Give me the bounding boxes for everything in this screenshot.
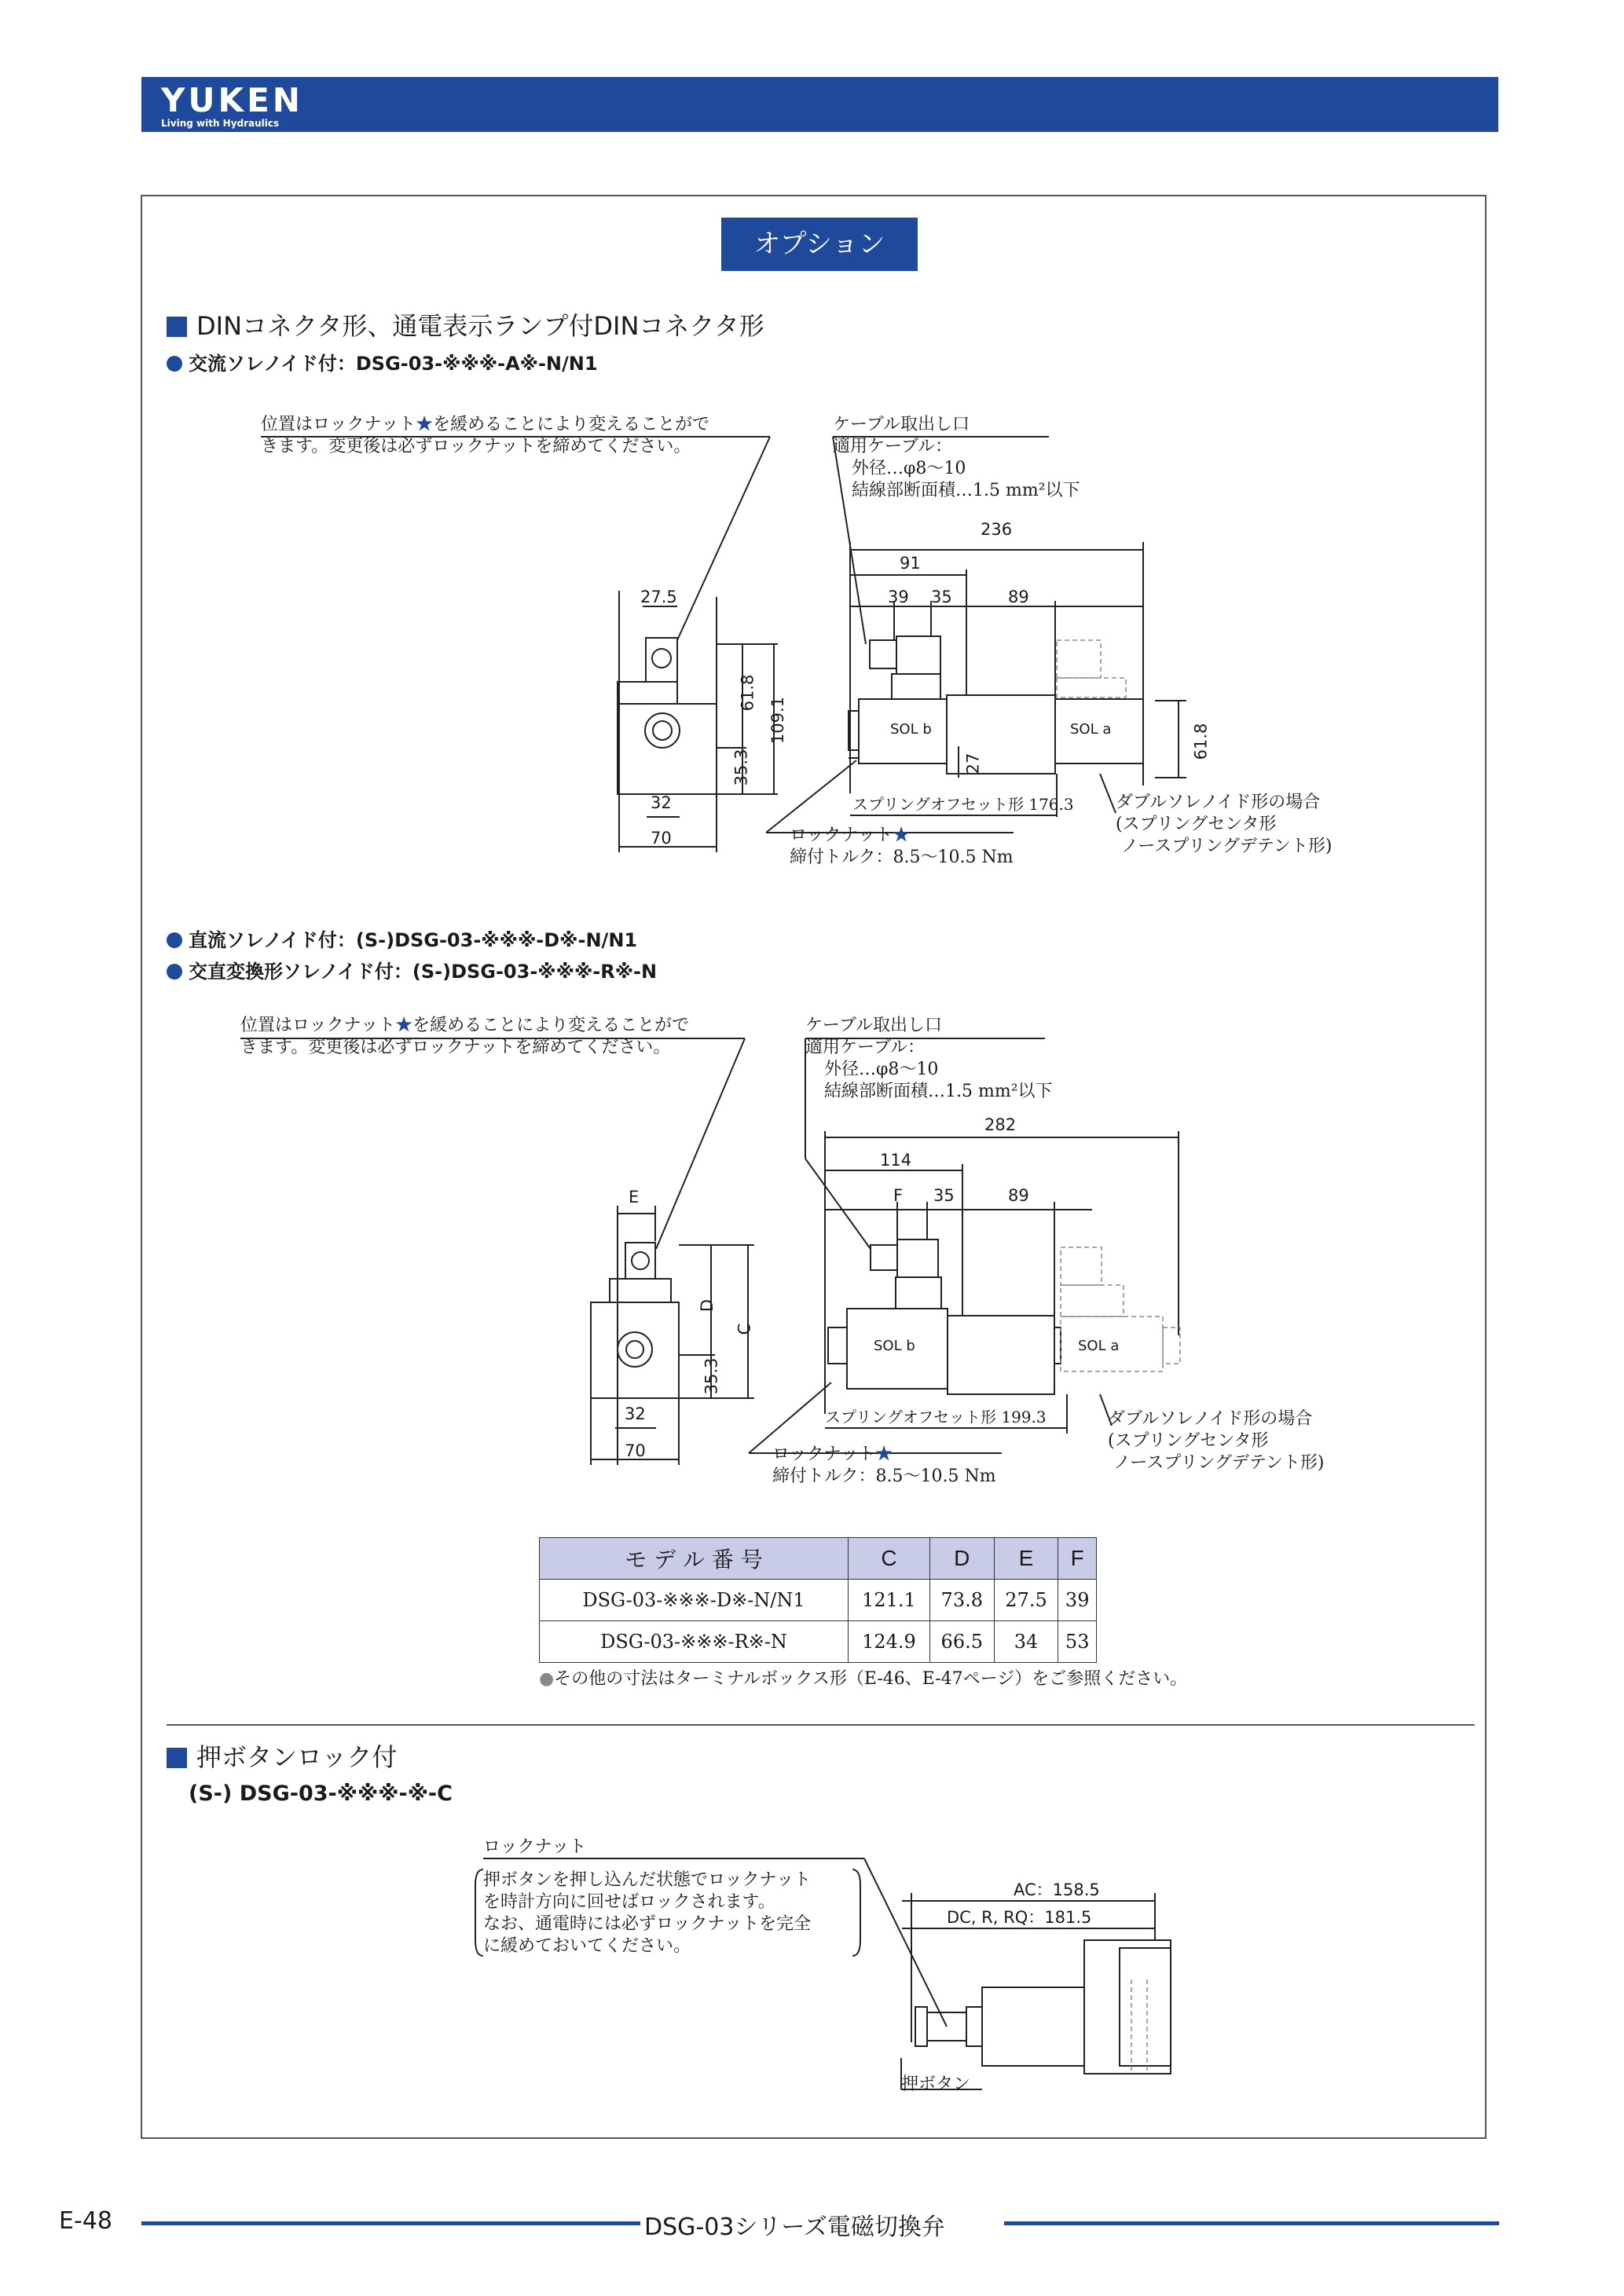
table-cell: 66.5 <box>929 1621 994 1663</box>
dim-89: 89 <box>1008 588 1029 606</box>
din-heading: DINコネクタ形、通電表示ランプ付DINコネクタ形 <box>167 306 764 342</box>
table-cell: 34 <box>994 1621 1058 1663</box>
table-cell: 27.5 <box>994 1580 1058 1621</box>
spring-offset-dim-2: スプリングオフセット形 199.3 <box>825 1408 1047 1426</box>
dc-model-label: 直流ソレノイド付：(S-)DSG-03-※※※-D※-N/N1 <box>167 925 637 952</box>
table-cell: 39 <box>1058 1580 1097 1621</box>
double-solenoid-note: ダブルソレノイド形の場合 (スプリングセンタ形 ノースプリングデテント形) <box>1116 793 1333 856</box>
footer-title: DSG-03シリーズ電磁切換弁 <box>644 2214 945 2241</box>
cable-note-2: ケーブル取出し口 適用ケーブル： 外径…φ8〜10 結線部断面積…1.5 mm²以下 <box>805 1016 1053 1101</box>
table-cell: 124.9 <box>849 1621 930 1663</box>
star-icon: ★ <box>875 1445 893 1464</box>
star-icon: ★ <box>416 415 434 434</box>
dc-dim: DC, R, RQ：181.5 <box>947 1908 1092 1927</box>
dim-236: 236 <box>981 520 1013 539</box>
footer-line-left <box>141 2221 640 2225</box>
table-cell: 53 <box>1058 1621 1097 1663</box>
dim-27: 27 <box>963 753 983 774</box>
position-note-2: 位置はロックナット★を緩めることにより変えることがで きます。変更後は必ずロックナットを締めてください。 <box>240 1016 690 1057</box>
table-header: D <box>929 1538 994 1580</box>
locknut-note: ロックナット★ 締付トルク：8.5〜10.5 Nm <box>790 826 1014 867</box>
table-header: F <box>1058 1538 1097 1580</box>
push-heading: 押ボタンロック付 <box>167 1738 397 1774</box>
dim-35-b: 35 <box>933 1186 955 1205</box>
sol-a-label: SOL a <box>1070 721 1112 738</box>
push-note: 押ボタンを押し込んだ状態でロックナット を時計方向に回せばロックされます。 なお、通電時には必ずロックナットを完全 に緩めておいてください。 <box>483 1870 812 1956</box>
dim-109-1: 109.1 <box>768 696 788 745</box>
dim-70-b: 70 <box>625 1441 646 1460</box>
dim-35-3-b: 35.3 <box>702 1357 721 1395</box>
sol-a-label-2: SOL a <box>1078 1338 1120 1354</box>
star-icon: ★ <box>395 1016 413 1035</box>
table-cell: 73.8 <box>929 1580 994 1621</box>
table-cell: 121.1 <box>849 1580 930 1621</box>
cable-note: ケーブル取出し口 適用ケーブル： 外径…φ8〜10 結線部断面積…1.5 mm²以下 <box>833 415 1080 500</box>
sol-b-label: SOL b <box>890 721 932 738</box>
push-model: (S-) DSG-03-※※※-※-C <box>189 1782 453 1806</box>
page-number: E-48 <box>59 2207 112 2235</box>
dim-91: 91 <box>900 554 921 573</box>
dim-d: D <box>698 1298 717 1313</box>
position-note: 位置はロックナット★を緩めることにより変えることがで きます。変更後は必ずロックナットを締めてください。 <box>261 415 710 456</box>
rect-model-label: 交直変換形ソレノイド付：(S-)DSG-03-※※※-R※-N <box>167 956 657 983</box>
table-header: E <box>994 1538 1058 1580</box>
dim-70: 70 <box>651 829 672 848</box>
dim-35-3: 35.3 <box>731 749 751 786</box>
spring-offset-dim: スプリングオフセット形 176.3 <box>852 795 1074 814</box>
table-footnote: ●その他の寸法はターミナルボックス形（E-46、E-47ページ）をご参照ください。 <box>539 1669 1188 1689</box>
dim-32: 32 <box>651 793 672 812</box>
section-title: オプション <box>721 218 918 271</box>
yuken-logo: YUKEN <box>161 81 303 119</box>
table-header: モ デ ル 番 号 <box>540 1538 849 1580</box>
sol-b-label-2: SOL b <box>874 1338 915 1354</box>
double-solenoid-note-2: ダブルソレノイド形の場合 (スプリングセンタ形 ノースプリングデテント形) <box>1108 1409 1325 1473</box>
footer-line-right <box>1004 2221 1499 2225</box>
gray-dot-icon: ● <box>539 1669 555 1689</box>
dim-89-b: 89 <box>1008 1186 1029 1205</box>
dim-61-8: 61.8 <box>738 674 757 712</box>
ac-model-label: 交流ソレノイド付：DSG-03-※※※-A※-N/N1 <box>167 348 598 375</box>
dim-c: C <box>735 1323 754 1335</box>
table-header: C <box>849 1538 930 1580</box>
locknut-note-2: ロックナット★ 締付トルク：8.5〜10.5 Nm <box>772 1445 996 1486</box>
push-button-label: 押ボタン <box>901 2074 971 2094</box>
star-icon: ★ <box>893 826 911 845</box>
dim-e: E <box>629 1188 640 1207</box>
dim-27-5: 27.5 <box>640 588 677 606</box>
table-cell: DSG-03-※※※-R※-N <box>540 1621 849 1663</box>
table-cell: DSG-03-※※※-D※-N/N1 <box>540 1580 849 1621</box>
dim-f: F <box>893 1186 904 1205</box>
dim-32-b: 32 <box>625 1404 646 1423</box>
dim-282: 282 <box>984 1115 1017 1134</box>
dim-35: 35 <box>931 588 952 606</box>
logo-tagline: Living with Hydraulics <box>161 118 280 129</box>
dim-39: 39 <box>888 588 909 606</box>
dim-61-8-right: 61.8 <box>1191 723 1211 760</box>
dim-114: 114 <box>880 1151 912 1170</box>
push-locknut-label: ロックナット <box>483 1837 587 1857</box>
ac-dim: AC：158.5 <box>1014 1880 1100 1899</box>
